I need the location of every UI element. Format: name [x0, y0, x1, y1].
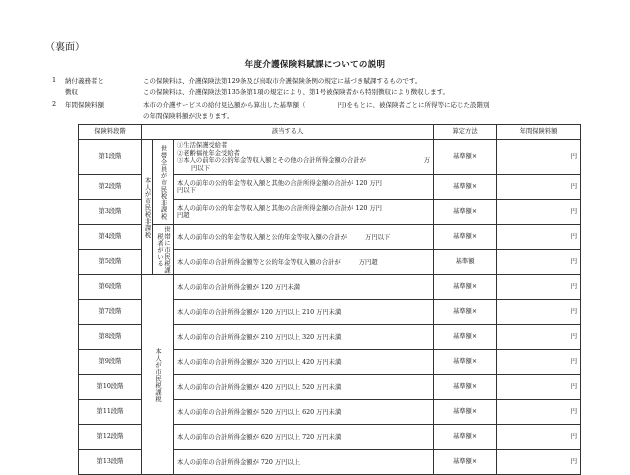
method-cell: 基準額×: [434, 375, 497, 400]
method-cell: 基準額×: [434, 300, 497, 325]
section-2-body-part-a: 本市の介護サービスの給付見込額から算出した基準額（: [143, 101, 306, 109]
stage-label: 第7段階: [79, 300, 142, 325]
annual-fee-cell: 円: [497, 425, 581, 450]
annual-fee-cell: 円: [497, 350, 581, 375]
section-1-body: [143, 76, 449, 98]
annual-fee-cell: 円: [497, 375, 581, 400]
section-1-body-line1: この保険料は、介護保険法第129条及び鳥取市介護保険条例の規定に基づき賦課するものです。: [143, 77, 422, 85]
condition-cell: 本人の前年の合計所得金額等と公的年金等収入額の合計が 万円超: [174, 250, 434, 275]
condition-cell: 本人の前年の公的年金等収入額と公的年金等収入額の合計が 万円以下: [174, 225, 434, 250]
method-cell: 基準額×: [434, 140, 497, 175]
header-applicable: 該当する人: [142, 125, 434, 140]
annual-fee-cell: 円: [497, 250, 581, 275]
sub-household-non-taxed: 世帯全員が市民税非課税: [153, 140, 174, 225]
sub-household-taxed: 世帯に市民税課税者がいる: [153, 225, 174, 275]
section-2-body-part-b: 円)をもとに、被保険者ごとに所得等に応じた設階別: [337, 101, 490, 109]
annual-fee-cell: 円: [497, 325, 581, 350]
condition-cell: 本人の前年の公的年金等収入額と其他の合計所得金額の合計が 120 万円 円以下: [174, 175, 434, 200]
header-method: 算定方法: [434, 125, 497, 140]
group-non-taxed: 本人が市民税非課税: [142, 140, 153, 275]
condition-cell: 本人の前年の合計所得金額が 520 万円以上 620 万円未満: [174, 400, 434, 425]
method-cell: 基準額×: [434, 350, 497, 375]
section-1-term: 納付義務者と: [65, 77, 104, 85]
section-2-term: 年間保険料額: [65, 101, 104, 109]
condition-cell: 本人の前年の合計所得金額が 420 万円以上 520 万円未満: [174, 375, 434, 400]
method-cell: 基準額×: [434, 400, 497, 425]
condition-cell: 本人の前年の合計所得金額が 620 万円以上 720 万円未満: [174, 425, 434, 450]
header-annual-fee: 年間保険料額: [497, 125, 581, 140]
document-title: 年度介護保険料賦課についての説明: [244, 60, 386, 70]
annual-fee-cell: 円: [497, 175, 581, 200]
stage-label: 第13段階: [79, 450, 142, 475]
stage-label: 第5段階: [79, 250, 142, 275]
table-row: [79, 140, 581, 175]
method-cell: 基準額×: [434, 450, 497, 475]
stage-label: 第6段階: [79, 275, 142, 300]
stage-label: 第8段階: [79, 325, 142, 350]
method-cell: 基準額: [434, 250, 497, 275]
section-1-number: 1: [52, 76, 57, 84]
header-stage: 保険料段階: [79, 125, 142, 140]
table-header-row: [79, 125, 581, 140]
stage-label: 第1段階: [79, 140, 142, 175]
method-cell: 基準額×: [434, 175, 497, 200]
premium-table: [78, 124, 581, 475]
table-row: [79, 275, 581, 300]
condition-cell: 本人の前年の合計所得金額が 120 万円以上 210 万円未満: [174, 300, 434, 325]
stage-label: 第12段階: [79, 425, 142, 450]
annual-fee-cell: 円: [497, 200, 581, 225]
method-cell: 基準額×: [434, 200, 497, 225]
method-cell: 基準額×: [434, 325, 497, 350]
group-taxed: 本人が市民税課税: [142, 275, 174, 475]
section-2-number: 2: [52, 100, 57, 108]
section-2-body-line2: の年間保険料額が決まります。: [143, 112, 234, 120]
table-row: [79, 225, 581, 250]
stage-label: 第11段階: [79, 400, 142, 425]
condition-cell: 本人の前年の合計所得金額が 320 万円以上 420 万円未満: [174, 350, 434, 375]
stage-label: 第4段階: [79, 225, 142, 250]
method-cell: 基準額×: [434, 425, 497, 450]
stage-label: 第9段階: [79, 350, 142, 375]
section-2-body: [143, 100, 490, 122]
condition-cell: 本人の前年の合計所得金額が 720 万円以上: [174, 450, 434, 475]
condition-cell: 本人の前年の公的年金等収入額と其他の合計所得金額の合計が 120 万円 円超: [174, 200, 434, 225]
annual-fee-cell: 円: [497, 225, 581, 250]
condition-cell: 本人の前年の合計所得金額が 120 万円未満: [174, 275, 434, 300]
annual-fee-cell: 円: [497, 300, 581, 325]
page-heading: （裏面）: [45, 42, 85, 53]
stage-label: 第3段階: [79, 200, 142, 225]
condition-cell: 本人の前年の合計所得金額が 210 万円以上 320 万円未満: [174, 325, 434, 350]
annual-fee-cell: 円: [497, 400, 581, 425]
section-1-body-line2: この保険料は、介護保険法第135条第1項の規定により、第1号被保険者から特別徴収により徴収します。: [143, 88, 450, 96]
method-cell: 基準額×: [434, 275, 497, 300]
condition-cell: ①生活保護受給者 ②老齢福祉年金受給者 ③本人の前年の公的年金等収入額とその他の合計所得金額の合計が 万 円以下: [174, 140, 434, 175]
section-1-term-line2: 徴収: [65, 88, 78, 96]
annual-fee-cell: 円: [497, 450, 581, 475]
stage-label: 第2段階: [79, 175, 142, 200]
method-cell: 基準額×: [434, 225, 497, 250]
annual-fee-cell: 円: [497, 140, 581, 175]
stage-label: 第10段階: [79, 375, 142, 400]
annual-fee-cell: 円: [497, 275, 581, 300]
